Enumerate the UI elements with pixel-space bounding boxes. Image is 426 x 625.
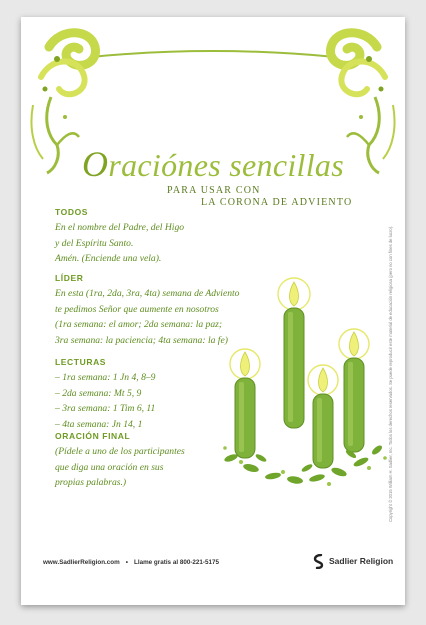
section-line: Amén. (Enciende una vela). — [55, 253, 162, 265]
section-line: (1ra semana: el amor; 2da semana: la paz; — [55, 319, 223, 331]
subtitle — [167, 185, 352, 209]
footer-contact — [43, 559, 219, 566]
sadlier-logo-icon — [313, 554, 325, 569]
subtitle-line-2: LA CORONA DE ADVIENTO — [201, 197, 353, 208]
section-line: (Pídele a uno de los participantes — [55, 446, 185, 457]
section-line: – 2da semana: Mt 5, 9 — [55, 387, 142, 399]
section-lider — [55, 273, 239, 348]
section-line: 3ra semana: la paciencia; 4ta semana: la fe) — [55, 334, 228, 346]
section-oracion-final — [55, 431, 185, 491]
section-line: – 1ra semana: 1 Jn 4, 8–9 — [55, 372, 156, 383]
footer-separator: • — [125, 559, 128, 566]
section-line: propias palabras.) — [55, 477, 127, 489]
website-link[interactable]: www.SadlierReligion.com — [43, 559, 120, 566]
section-line: – 4ta semana: Jn 14, 1 — [55, 418, 143, 430]
section-line: que diga una oración en sus — [55, 461, 164, 473]
section-line: En el nombre del Padre, del Higo — [55, 222, 185, 233]
section-line: – 3ra semana: 1 Tim 6, 11 — [55, 403, 156, 415]
copyright-note: Copyright © 2015 William H. Sadlier, Inc. Todos los derechos reservados. Se puede reproducir este material de educación religiosa (pero no con fines de lucro). — [388, 225, 393, 522]
section-line: te pedimos Señor que aumente en nosotros — [55, 303, 219, 315]
section-heading: TODOS — [55, 207, 89, 217]
section-heading: LECTURAS — [55, 357, 107, 367]
prayer-card — [21, 17, 405, 605]
section-line: En esta (1ra, 2da, 3ra, 4ta) semana de Adviento — [55, 288, 240, 299]
section-heading: ORACIÓN FINAL — [55, 431, 131, 441]
page-title: Oraciónes sencillas — [82, 144, 344, 184]
section-heading: LÍDER — [55, 273, 84, 283]
sadlier-logo — [313, 553, 393, 569]
brand-name: Sadlier Religion — [329, 556, 394, 566]
section-lecturas — [55, 357, 155, 432]
advent-wreath-illustration — [221, 272, 391, 497]
phone-number: Llame gratis al 800-221-5175 — [133, 559, 220, 566]
section-todos — [55, 207, 184, 267]
section-line: y del Espíritu Santo. — [55, 237, 134, 249]
subtitle-line-1: PARA USAR CON — [167, 185, 261, 196]
